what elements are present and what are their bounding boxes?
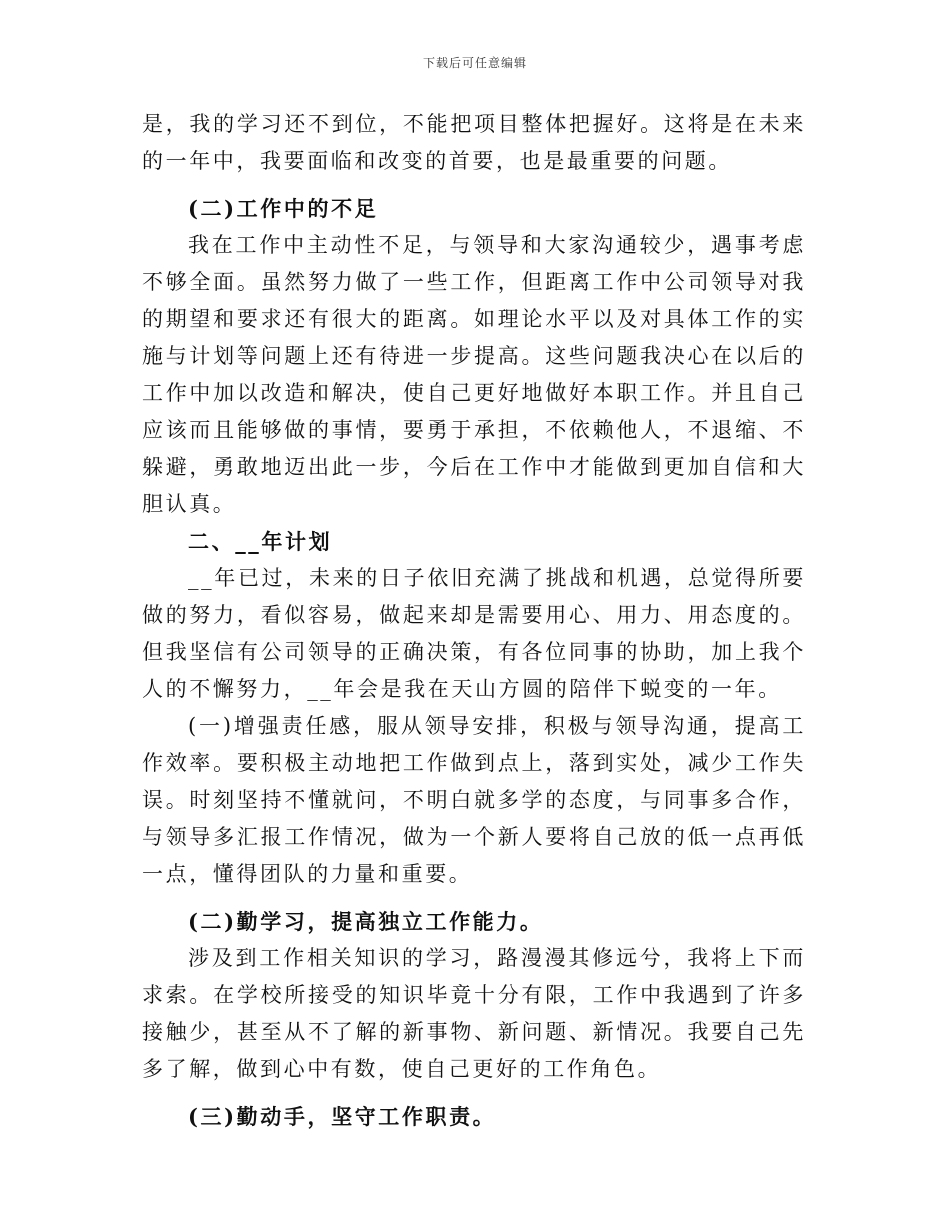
- section-heading-hands-on: (三)勤动手，坚守工作职责。: [188, 1104, 497, 1129]
- paragraph-continuation: 是，我的学习还不到位，不能把项目整体把握好。这将是在未来的一年中，我要面临和改变的首要，也是最重要的问题。: [142, 112, 806, 173]
- section-heading-shortcomings: (二)工作中的不足: [188, 196, 379, 221]
- paragraph-shortcomings: 我在工作中主动性不足，与领导和大家沟通较少，遇事考虑不够全面。虽然努力做了一些工作，但距离工作中公司领导对我的期望和要求还有很大的距离。如理论水平以及对具体工作的实施与计划等问题上还有待进一步提高。这些问题我决心在以后的工作中加以改造和解决，使自己更好地做好本职工作。并且自己应该而且能够做的事情，要勇于承担，不依赖他人，不退缩、不躲避，勇敢地迈出此一步，今后在工作中才能做到更加自信和大胆认真。: [142, 233, 806, 516]
- section-heading-plan: 二、__年计划: [188, 529, 333, 554]
- page-header-note: 下载后可任意编辑: [422, 56, 527, 70]
- paragraph-plan-intro: __年已过，未来的日子依旧充满了挑战和机遇，总觉得所要做的努力，看似容易，做起来却是需要用心、用力、用态度的。但我坚信有公司领导的正确决策，有各位同事的协助，加上我个人的不懈努力，__年会是我在天山方圆的陪伴下蜕变的一年。: [142, 566, 806, 701]
- document-body: [142, 106, 806, 1135]
- paragraph-plan-item-1: (一)增强责任感，服从领导安排，积极与领导沟通，提高工作效率。要积极主动地把工作做到点上，落到实处，减少工作失误。时刻坚持不懂就问，不明白就多学的态度，与同事多合作，与领导多汇报工作情况，做为一个新人要将自己放的低一点再低一点，懂得团队的力量和重要。: [142, 714, 806, 886]
- paragraph-study: 涉及到工作相关知识的学习，路漫漫其修远兮，我将上下而求索。在学校所接受的知识毕竟十分有限，工作中我遇到了许多接触少，甚至从不了解的新事物、新问题、新情况。我要自己先多了解，做到心中有数，使自己更好的工作角色。: [142, 946, 806, 1081]
- section-heading-study: (二)勤学习，提高独立工作能力。: [188, 909, 544, 934]
